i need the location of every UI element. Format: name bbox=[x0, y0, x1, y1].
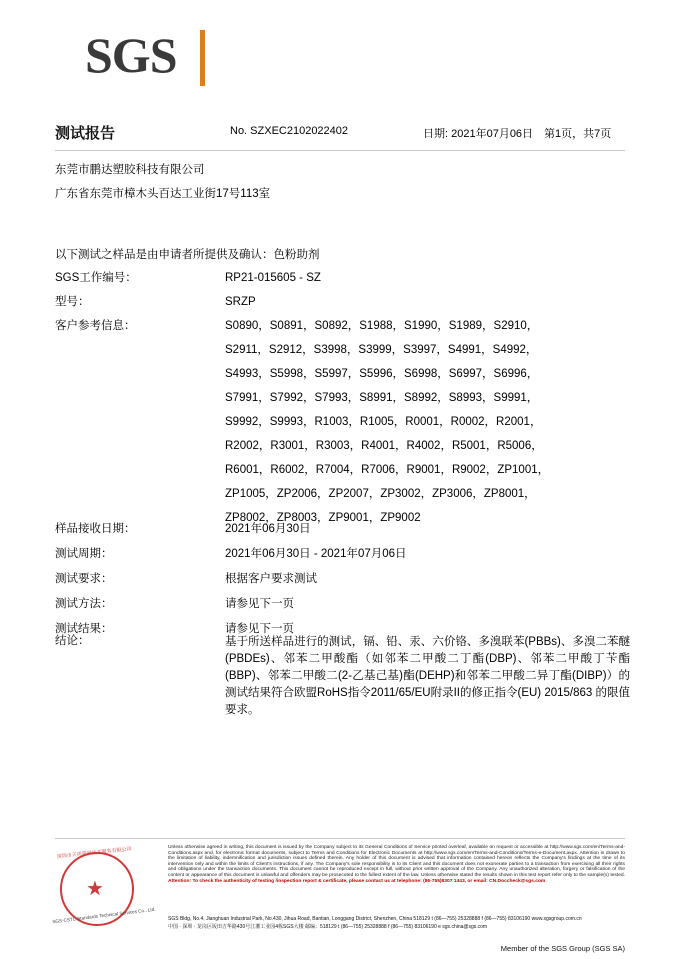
list-item: S7991，S7992，S7993，S8991，S8992，S8993，S9991， bbox=[225, 392, 539, 404]
attention-text: Attention: To check the authenticity of testing /inspection report & certificate, please contact us at telephone: (86-755)8307 1443, or email: CN.Doccheck@sgs.com bbox=[168, 878, 546, 884]
list-item: S4993，S5998，S5997，S5996，S6998，S6997，S6996， bbox=[225, 368, 539, 380]
list-item: S0890，S0891，S0892，S1988，S1990，S1989，S2910， bbox=[225, 320, 539, 332]
disclaimer-text: Unless otherwise agreed in writing, this document is issued by the Company subject to its General Conditions of Service printed overleaf, available on request or accessible at http://www.sgs.com/en/Terms-and-Conditions.aspx and, for electronic format documents, subject to Terms and Conditions for Electronic Documents at http://www.sgs.com/en/Terms-and-Conditions/Terms-e-Document.aspx. Attention is drawn to the limitation of liability, indemnification and jurisdiction issues defined therein. Any holder of this document is advised that information contained hereon reflects the Company's findings at the time of its intervention only and within the limits of Client's instructions, if any. The Company's sole responsibility is to its Client and this document does not exonerate parties to a transaction from exercising all their rights and obligations under the transaction documents. This document cannot be reproduced except in full, without prior written approval of the Company. Any unauthorized alteration, forgery or falsification of the content or appearance of this document is unlawful and offenders may be prosecuted to the fullest extent of the law. Unless otherwise stated the results shown in this test report refer only to the sample(s) tested. bbox=[168, 845, 625, 878]
footer-address-en: SGS Bldg, No.4, Jianghuan Industrial Park, No.430, Jihua Road, Bantian, Longgang District, Shenzhen, China 518129 t (86—755) 25328888 f (86—755) 83106190 www.sgsgroup.com.cn bbox=[168, 916, 582, 922]
field-label: SGS工作编号： bbox=[55, 272, 137, 284]
list-item: S9992，S9993，R1003，R1005，R0001，R0002，R2001， bbox=[225, 416, 542, 428]
footer-address-cn: 中国 · 深圳 · 龙岗区坂田吉华路430号江灌工业园4栋SGS大楼 邮编：518129 t (86—755) 25328888 f (86—755) 83106190 e sgs.china@sgs.com bbox=[168, 923, 488, 930]
field-row bbox=[55, 522, 630, 537]
field-row bbox=[55, 295, 630, 310]
stamp-caption-line1: SGS-CSTC Standards Technical Services Co., Ltd. bbox=[52, 906, 156, 925]
report-number: No. SZXEC2102022402 bbox=[230, 125, 349, 137]
field-row bbox=[55, 572, 630, 587]
company-stamp bbox=[52, 846, 172, 932]
list-item: R6001，R6002，R7004，R7006，R9001，R9002，ZP1001， bbox=[225, 464, 550, 476]
field-label: 样品接收日期： bbox=[55, 523, 136, 535]
field-label: 型号： bbox=[55, 296, 90, 308]
field-row bbox=[55, 547, 630, 562]
sgs-logo-text: SGS bbox=[85, 27, 177, 83]
field-label: 测试要求： bbox=[55, 573, 113, 585]
footer-disclaimer bbox=[168, 845, 625, 884]
field-value: 根据客户要求测试 bbox=[225, 573, 317, 585]
sample-statement: 以下测试之样品是由申请者所提供及确认：色粉助剂 bbox=[55, 249, 320, 261]
field-value: 2021年06月30日 - 2021年07月06日 bbox=[225, 548, 407, 560]
field-label: 客户参考信息： bbox=[55, 320, 136, 332]
field-value: RP21-015605 - SZ bbox=[225, 272, 321, 284]
page-title: 测试报告 bbox=[55, 125, 116, 142]
footer-divider bbox=[55, 838, 625, 839]
report-date: 日期: 2021年07月06日 bbox=[423, 128, 534, 140]
footer-member: Member of the SGS Group (SGS SA) bbox=[500, 944, 625, 953]
customer-reference-values bbox=[225, 319, 630, 526]
field-list-secondary bbox=[55, 522, 630, 647]
stamp-arc-text: 深圳市天祥质量技术服务有限公司 bbox=[56, 846, 132, 861]
client-name: 东莞市鹏达塑胶科技有限公司 bbox=[55, 164, 205, 176]
field-value: SRZP bbox=[225, 296, 256, 308]
page-indicator: 第1页，共7页 bbox=[544, 128, 612, 140]
conclusion-label: 结论： bbox=[55, 635, 90, 647]
customer-reference-row bbox=[55, 319, 630, 526]
field-row bbox=[55, 271, 630, 286]
field-label: 测试方法： bbox=[55, 598, 113, 610]
field-value: 2021年06月30日 bbox=[225, 523, 311, 535]
sgs-logo bbox=[85, 28, 205, 90]
header-divider bbox=[55, 150, 625, 151]
field-value: 请参见下一页 bbox=[225, 598, 294, 610]
field-list-primary bbox=[55, 271, 630, 535]
report-header-row bbox=[55, 122, 625, 146]
star-icon: ★ bbox=[86, 878, 104, 900]
list-item: R2002，R3001，R3003，R4001，R4002，R5001，R5006， bbox=[225, 440, 543, 452]
field-label: 测试结果： bbox=[55, 623, 113, 635]
list-item: ZP8002，ZP8003，ZP9001，ZP9002 bbox=[225, 512, 421, 524]
list-item: ZP1005，ZP2006，ZP2007，ZP3002，ZP3006，ZP8001， bbox=[225, 488, 536, 500]
field-value: 请参见下一页 bbox=[225, 623, 294, 635]
conclusion-row bbox=[55, 634, 630, 719]
footer-address bbox=[168, 916, 625, 931]
sgs-logo-bar bbox=[200, 30, 205, 86]
list-item: S2911，S2912，S3998，S3999，S3997，S4991，S4992， bbox=[225, 344, 538, 356]
client-address: 广东省东莞市樟木头百达工业街17号113室 bbox=[55, 188, 271, 200]
field-row bbox=[55, 597, 630, 612]
conclusion-text: 基于所送样品进行的测试，镉、铅、汞、六价铬、多溴联苯(PBBs)、多溴二苯醚(PBDEs)、邻苯二甲酸酯（如邻苯二甲酸二丁酯(DBP)、邻苯二甲酸丁苄酯(BBP)、邻苯二甲酸二(2-乙基己基)酯(DEHP)和邻苯二甲酸二异丁酯(DIBP)）的测试结果符合欧盟RoHS指令2011/65/EU附录II的修正指令(EU) 2015/863 的限值要求。 bbox=[225, 636, 630, 716]
field-label: 测试周期： bbox=[55, 548, 113, 560]
